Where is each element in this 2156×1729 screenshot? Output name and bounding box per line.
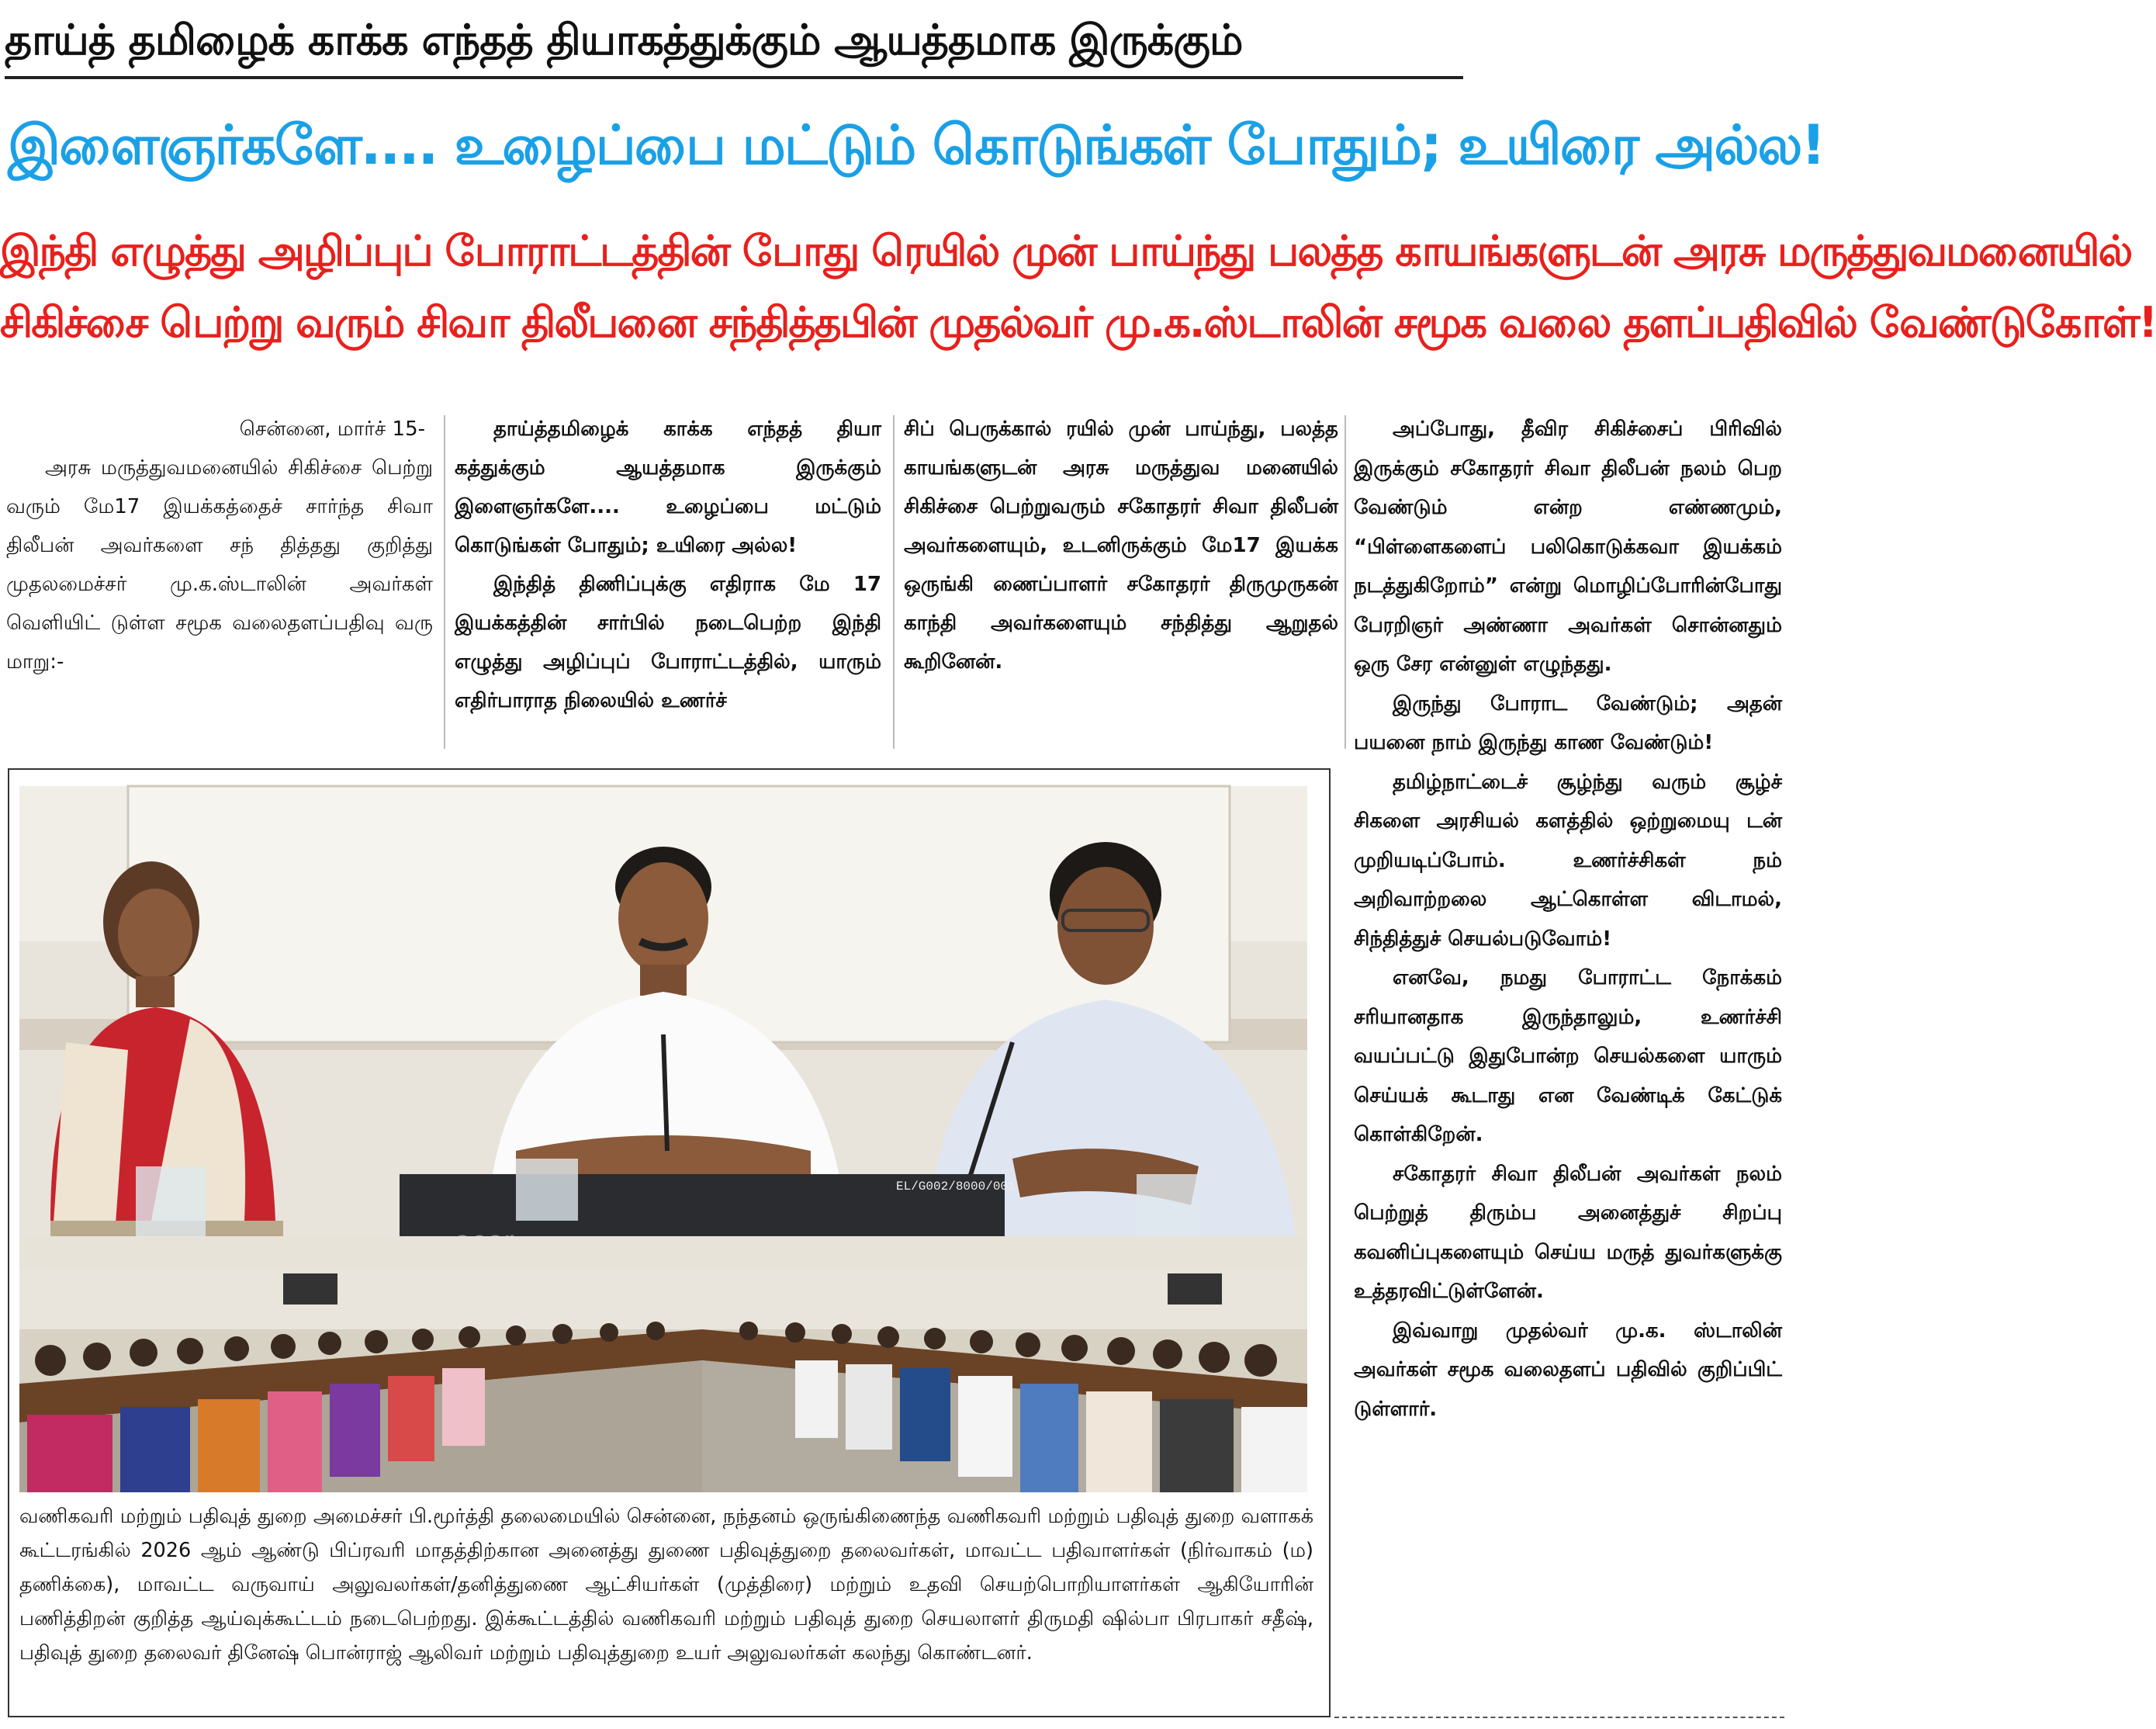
meeting-photo-hall-illustration (19, 1267, 1307, 1492)
article-paragraph: தாய்த்தமிழைக் காக்க எந்தத் தியா கத்துக்கும் ஆயத்தமாக இருக்கும் இளைஞர்களே.... உழைப்பை மட்டும் கொடுங்கள் போதும்; உயிரை அல்ல! (455, 418, 881, 557)
sub-headline-line-1: இந்தி எழுத்து அழிப்புப் போராட்டத்தின் போது ரெயில் முன் பாய்ந்து பலத்த காயங்களுடன் அரசு மருத்துவமனையில் (0, 227, 2132, 275)
column-rule (893, 415, 895, 749)
article-paragraph: சிப் பெருக்கால் ரயில் முன் பாய்ந்து, பலத்த காயங்களுடன் அரசு மருத்துவ மனையில் சிகிச்சை பெற்றுவரும் சகோதரர் சிவா திலீபன் அவர்களையும், உடனிருக்கும் மே17 இயக்க ஒருங்கி ணைப்பாளர் சகோதரர் திருமுருகன் காந்தி அவர்களையும் சந்தித்து ஆறுதல் கூறினேன். (904, 418, 1338, 674)
article-paragraph: தமிழ்நாட்டைச் சூழ்ந்து வரும் சூழ்ச் சிகளை அரசியல் களத்தில் ஒற்றுமையு டன் முறியடிப்போம். உணர்ச்சிகள் நம் அறிவாற்றலை ஆட்கொள்ள விடாமல், சிந்தித்துச் செயல்படுவோம்! (1354, 770, 1782, 951)
kicker-headline: தாய்த் தமிழைக் காக்க எந்தத் தியாகத்துக்கும் ஆயத்தமாக இருக்கும் (5, 5, 1463, 79)
sub-headline (0, 216, 2156, 359)
photo-caption: வணிகவரி மற்றும் பதிவுத் துறை அமைச்சர் பி.மூர்த்தி தலைமையில் சென்னை, நந்தனம் ஒருங்கிணைந்த வணிகவரி மற்றும் பதிவுத் துறை வளாகக் கூட்டரங்கில் 2026 ஆம் ஆண்டு பிப்ரவரி மாதத்திற்கான அனைத்து துணை பதிவுத்துறை தலைவர்கள், மாவட்ட பதிவாளர்கள் (நிர்வாகம் (ம) தணிக்கை), மாவட்ட வருவாய் அலுவலர்கள்/தனித்துணை ஆட்சியர்கள் (முத்திரை) மற்றும் உதவி செயற்பொறியாளர்கள் ஆகியோரின் பணித்திறன் குறித்த ஆய்வுக்கூட்டம் நடைபெற்றது. இக்கூட்டத்தில் வணிகவரி மற்றும் பதிவுத் துறை செயலாளர் திருமதி ஷில்பா பிரபாகர் சதீஷ், பதிவுத் துறை தலைவர் தினேஷ் பொன்ராஜ் ஆலிவர் மற்றும் பதிவுத்துறை உயர் அலுவலர்கள் கலந்து கொண்டனர். (19, 1505, 1313, 1665)
monitor-tag-label: EL/G002/8000/001 (896, 1180, 1016, 1194)
dateline: சென்னை, மார்ச் 15- (239, 418, 425, 441)
article-paragraph: இருந்து போராட வேண்டும்; அதன் பயனை நாம் இருந்து காண வேண்டும்! (1354, 691, 1782, 754)
article-paragraph: அப்போது, தீவிர சிகிச்சைப் பிரிவில் இருக்கும் சகோதரர் சிவா திலீபன் நலம் பெற வேண்டும் என்ற எண்ணமும், “பிள்ளைகளைப் பலிகொடுக்கவா இயக்கம் நடத்துகிறோம்” என்று மொழிப்போரின்போது பேரறிஞர் அண்ணா அவர்கள் சொன்னதும் ஒரு சேர என்னுள் எழுந்தது. (1354, 418, 1782, 676)
main-headline: இளைஞர்களே.... உழைப்பை மட்டும் கொடுங்கள் போதும்; உயிரை அல்ல! (8, 113, 1825, 177)
article-paragraph: சகோதரர் சிவா திலீபன் அவர்கள் நலம் பெற்றுத் திரும்ப அனைத்துச் சிறப்பு கவனிப்புகளையும் செய்ய மருத் துவர்களுக்கு உத்தரவிட்டுள்ளேன். (1354, 1162, 1782, 1303)
meeting-photo-hall (19, 1267, 1307, 1492)
article-paragraph: எனவே, நமது போராட்ட நோக்கம் சரியானதாக இருந்தாலும், உணர்ச்சி வயப்பட்டு இதுபோன்ற செயல்களை யாரும் செய்யக் கூடாது என வேண்டிக் கேட்டுக் கொள்கிறேன். (1354, 966, 1782, 1146)
meeting-photo-main-illustration (19, 786, 1307, 1267)
column-rule (444, 415, 445, 749)
dashed-divider (1334, 1717, 1784, 1718)
column-rule (1344, 415, 1346, 749)
article-column-1 (6, 410, 433, 751)
meeting-photo-main (19, 786, 1307, 1267)
article-paragraph: இந்தித் திணிப்புக்கு எதிராக மே 17 இயக்கத்தின் சார்பில் நடைபெற்ற இந்தி எழுத்து அழிப்புப் போராட்டத்தில், யாரும் எதிர்பாராத நிலையில் உணர்ச் (455, 573, 881, 712)
article-paragraph: இவ்வாறு முதல்வர் மு.க. ஸ்டாலின் அவர்கள் சமூக வலைதளப் பதிவில் குறிப்பிட் டுள்ளார். (1354, 1318, 1782, 1421)
article-column-3 (904, 410, 1338, 751)
article-column-2 (455, 410, 881, 751)
sub-headline-line-2: சிகிச்சை பெற்று வரும் சிவா திலீபனை சந்தித்தபின் முதல்வர் மு.க.ஸ்டாலின் சமூக வலை தளப்பதிவில் வேண்டுகோள்! (0, 298, 2156, 347)
article-paragraph: அரசு மருத்துவமனையில் சிகிச்சை பெற்று வரும் மே17 இயக்கத்தைச் சார்ந்த சிவா திலீபன் அவர்களை சந் தித்தது குறித்து முதலமைச்சர் மு.க.ஸ்டாலின் அவர்கள் வெளியிட் டுள்ள சமூக வலைதளப்பதிவு வரு மாறு:- (6, 456, 433, 674)
article-column-4 (1354, 410, 1782, 1729)
